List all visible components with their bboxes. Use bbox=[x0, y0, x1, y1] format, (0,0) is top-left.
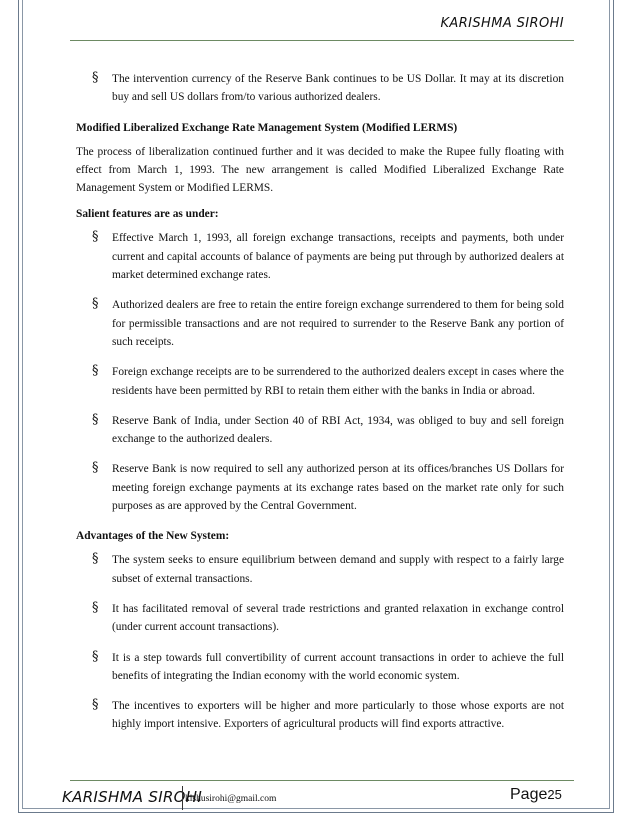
bullet-icon: § bbox=[92, 411, 99, 427]
list-item-text: It has facilitated removal of several trade restrictions and granted relaxation in exchange control (under current account transactions). bbox=[112, 602, 564, 634]
list-item-text: It is a step towards full convertibility of current account transactions in order to achieve the full benefits of integrating the Indian economy with the world economic system. bbox=[112, 651, 564, 682]
page-number-value: 25 bbox=[547, 787, 562, 802]
bullet-icon: § bbox=[92, 363, 99, 379]
bullet-icon: § bbox=[92, 697, 99, 713]
list-item bbox=[76, 551, 564, 588]
bullet-icon: § bbox=[92, 460, 99, 476]
list-item bbox=[76, 229, 564, 284]
list-item bbox=[76, 600, 564, 637]
footer-author: KARISHMA SIROHI bbox=[62, 788, 203, 806]
bullet-icon: § bbox=[92, 296, 99, 312]
list-item bbox=[76, 70, 564, 107]
footer-separator bbox=[182, 786, 183, 810]
page-number bbox=[510, 786, 562, 804]
list-item-text: Authorized dealers are free to retain the entire foreign exchange surrendered to them for being sold for permissible transactions and are not required to surrender to the Reserve Bank any portion of such receipts. bbox=[112, 299, 564, 348]
list-item-text: Reserve Bank of India, under Section 40 of RBI Act, 1934, was obliged to buy and sell foreign exchange to the authorized dealers. bbox=[112, 414, 564, 446]
bullet-icon: § bbox=[92, 599, 99, 615]
list-item bbox=[76, 296, 564, 351]
list-item-text: Foreign exchange receipts are to be surrendered to the authorized dealers except in cases where the residents have been permitted by RBI to retain them either with the banks in India or abroad. bbox=[112, 366, 564, 397]
bullet-icon: § bbox=[92, 551, 99, 567]
list-item-text: The intervention currency of the Reserve Bank continues to be US Dollar. It may at its discretion buy and sell US dollars from/to various authorized dealers. bbox=[112, 73, 564, 104]
bullet-icon: § bbox=[92, 229, 99, 245]
list-item-text: Reserve Bank is now required to sell any authorized person at its offices/branches US Dollars for meeting foreign exchange payments at its exchange rates based on the market rate only for such purposes as are approved by the Central Government. bbox=[112, 463, 564, 513]
section-heading-advantages: Advantages of the New System: bbox=[76, 530, 230, 543]
list-item-text: Effective March 1, 1993, all foreign exchange transactions, receipts and payments, both under current and capital accounts of balance of payments are being put through by authorized dealers at market determined exchange rates. bbox=[112, 232, 564, 282]
list-item bbox=[76, 649, 564, 686]
lerms-paragraph: The process of liberalization continued further and it was decided to make the Rupee fully floating with effect from March 1, 1993. The new arrangement is called Modified Liberalized Exchange Rate Management System or Modified LERMS. bbox=[76, 145, 564, 195]
list-item-text: The incentives to exporters will be higher and more particularly to those whose exports are not highly import intensive. Exporters of agricultural products will find exports attractive. bbox=[112, 700, 564, 731]
list-item bbox=[76, 363, 564, 400]
bullet-icon: § bbox=[92, 648, 99, 664]
footer-email: kishusirohi@gmail.com bbox=[185, 794, 277, 804]
header-author: KARISHMA SIROHI bbox=[440, 16, 564, 31]
header-divider bbox=[70, 40, 574, 41]
section-heading-lerms: Modified Liberalized Exchange Rate Management System (Modified LERMS) bbox=[76, 121, 458, 134]
section-heading-salient-features: Salient features are as under: bbox=[76, 208, 219, 221]
footer-divider bbox=[70, 780, 574, 781]
list-item bbox=[76, 697, 564, 734]
main-content bbox=[76, 70, 564, 746]
list-item-text: The system seeks to ensure equilibrium between demand and supply with respect to a fairly large subset of external transactions. bbox=[112, 554, 564, 585]
list-item bbox=[76, 460, 564, 515]
list-item bbox=[76, 412, 564, 449]
bullet-icon: § bbox=[92, 70, 99, 85]
page-label: Page bbox=[510, 786, 548, 803]
